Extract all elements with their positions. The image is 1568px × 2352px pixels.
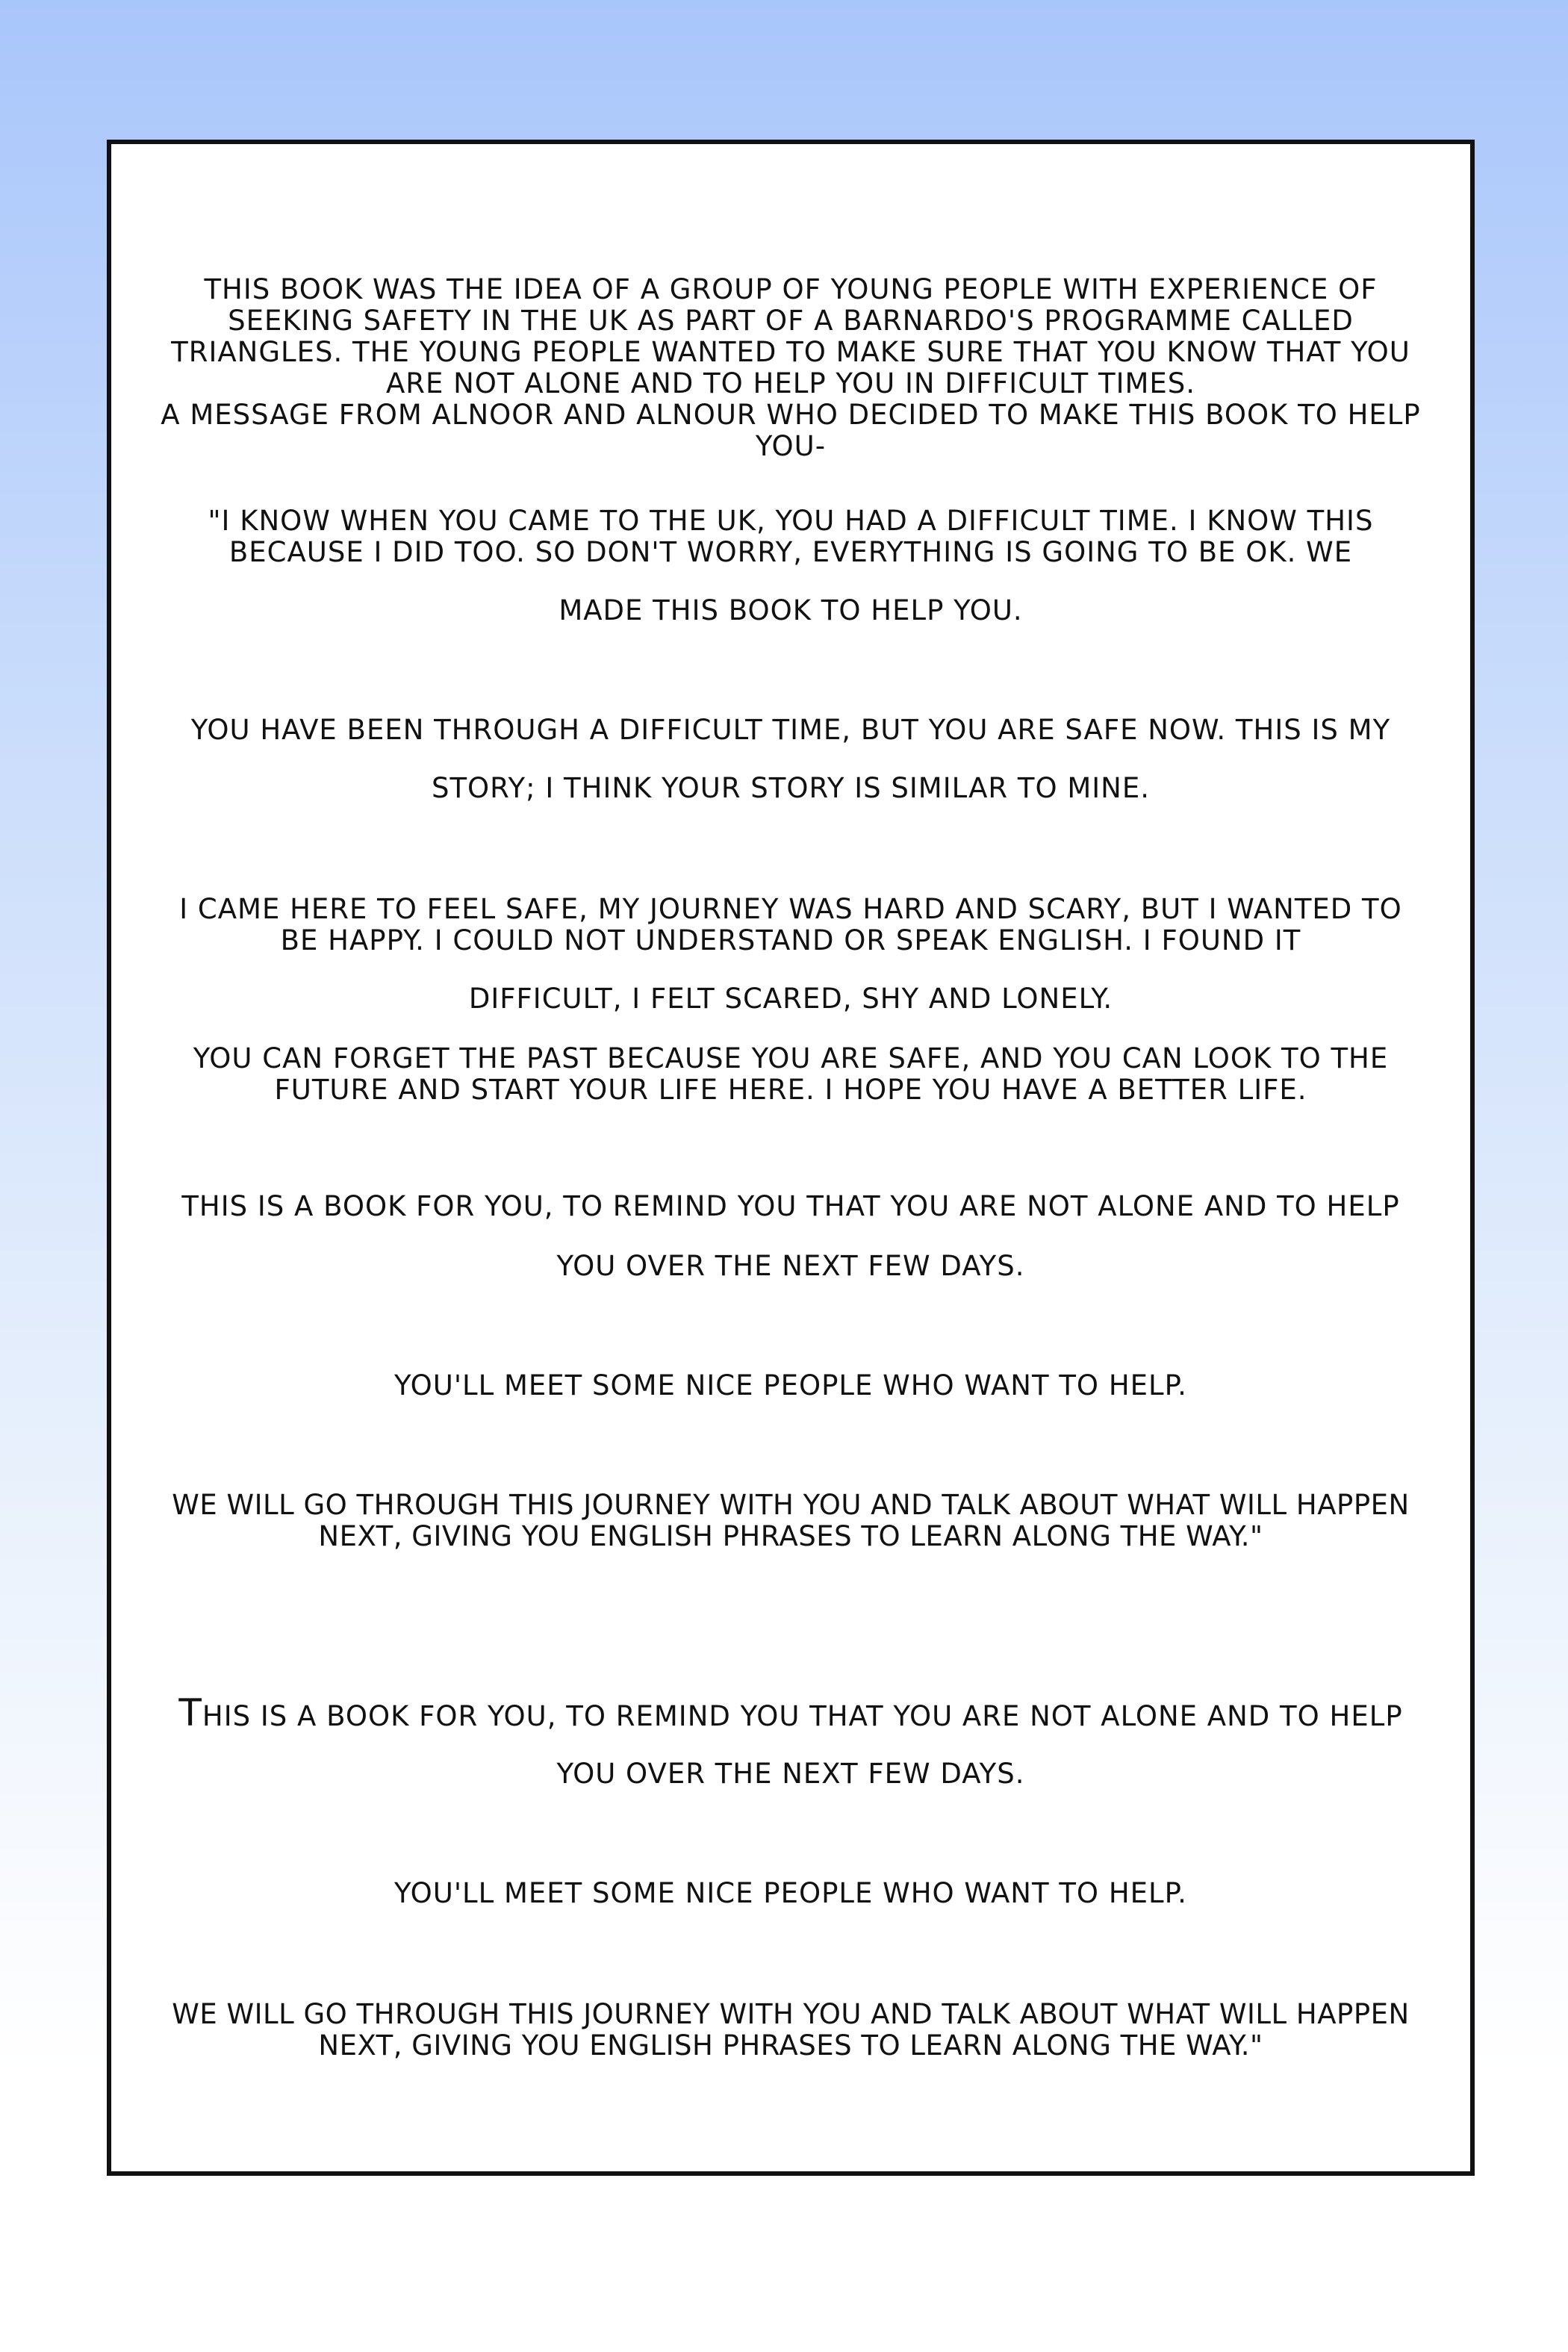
intro-line: A MESSAGE FROM ALNOOR AND ALNOUR WHO DECIDED TO MAKE THIS BOOK TO HELP <box>161 399 1421 431</box>
message-line: FUTURE AND START YOUR LIFE HERE. I HOPE YOU HAVE A BETTER LIFE. <box>274 1074 1307 1106</box>
message-line: "I KNOW WHEN YOU CAME TO THE UK, YOU HAD A DIFFICULT TIME. I KNOW THIS <box>208 505 1374 537</box>
message-line: BE HAPPY. I COULD NOT UNDERSTAND OR SPEAK ENGLISH. I FOUND IT <box>280 924 1301 956</box>
repeat-line: YOU OVER THE NEXT FEW DAYS. <box>556 1758 1025 1790</box>
message-line: WE WILL GO THROUGH THIS JOURNEY WITH YOU AND TALK ABOUT WHAT WILL HAPPEN <box>172 1489 1410 1521</box>
message-line: YOU OVER THE NEXT FEW DAYS. <box>556 1250 1025 1282</box>
intro-line: YOU- <box>755 430 827 462</box>
intro-line: SEEKING SAFETY IN THE UK AS PART OF A BARNARDO'S PROGRAMME CALLED <box>228 305 1354 337</box>
repeat-line: NEXT, GIVING YOU ENGLISH PHRASES TO LEARN ALONG THE WAY." <box>318 2029 1263 2062</box>
repeat-line: YOU'LL MEET SOME NICE PEOPLE WHO WANT TO HELP. <box>394 1877 1187 1909</box>
intro-line: THIS BOOK WAS THE IDEA OF A GROUP OF YOUNG PEOPLE WITH EXPERIENCE OF <box>204 273 1378 305</box>
message-line: I CAME HERE TO FEEL SAFE, MY JOURNEY WAS HARD AND SCARY, BUT I WANTED TO <box>179 893 1402 925</box>
message-line: NEXT, GIVING YOU ENGLISH PHRASES TO LEARN ALONG THE WAY." <box>318 1520 1263 1552</box>
message-line: BECAUSE I DID TOO. SO DON'T WORRY, EVERYTHING IS GOING TO BE OK. WE <box>228 536 1353 568</box>
intro-line: ARE NOT ALONE AND TO HELP YOU IN DIFFICULT TIMES. <box>385 367 1196 399</box>
message-line: YOU'LL MEET SOME NICE PEOPLE WHO WANT TO HELP. <box>394 1369 1187 1401</box>
message-line: THIS IS A BOOK FOR YOU, TO REMIND YOU THAT YOU ARE NOT ALONE AND TO HELP <box>181 1190 1400 1222</box>
message-line: YOU HAVE BEEN THROUGH A DIFFICULT TIME, BUT YOU ARE SAFE NOW. THIS IS MY <box>190 714 1391 746</box>
repeat-line: THIS IS A BOOK FOR YOU, TO REMIND YOU THAT YOU ARE NOT ALONE AND TO HELP <box>178 1691 1403 1735</box>
message-line: MADE THIS BOOK TO HELP YOU. <box>559 594 1023 626</box>
message-line: YOU CAN FORGET THE PAST BECAUSE YOU ARE SAFE, AND YOU CAN LOOK TO THE <box>193 1042 1389 1074</box>
message-line: DIFFICULT, I FELT SCARED, SHY AND LONELY. <box>468 983 1113 1015</box>
intro-line: TRIANGLES. THE YOUNG PEOPLE WANTED TO MAKE SURE THAT YOU KNOW THAT YOU <box>171 336 1410 368</box>
repeat-line: WE WILL GO THROUGH THIS JOURNEY WITH YOU AND TALK ABOUT WHAT WILL HAPPEN <box>172 1998 1410 2030</box>
message-line: STORY; I THINK YOUR STORY IS SIMILAR TO MINE. <box>431 772 1151 804</box>
text-panel <box>107 140 1475 2176</box>
